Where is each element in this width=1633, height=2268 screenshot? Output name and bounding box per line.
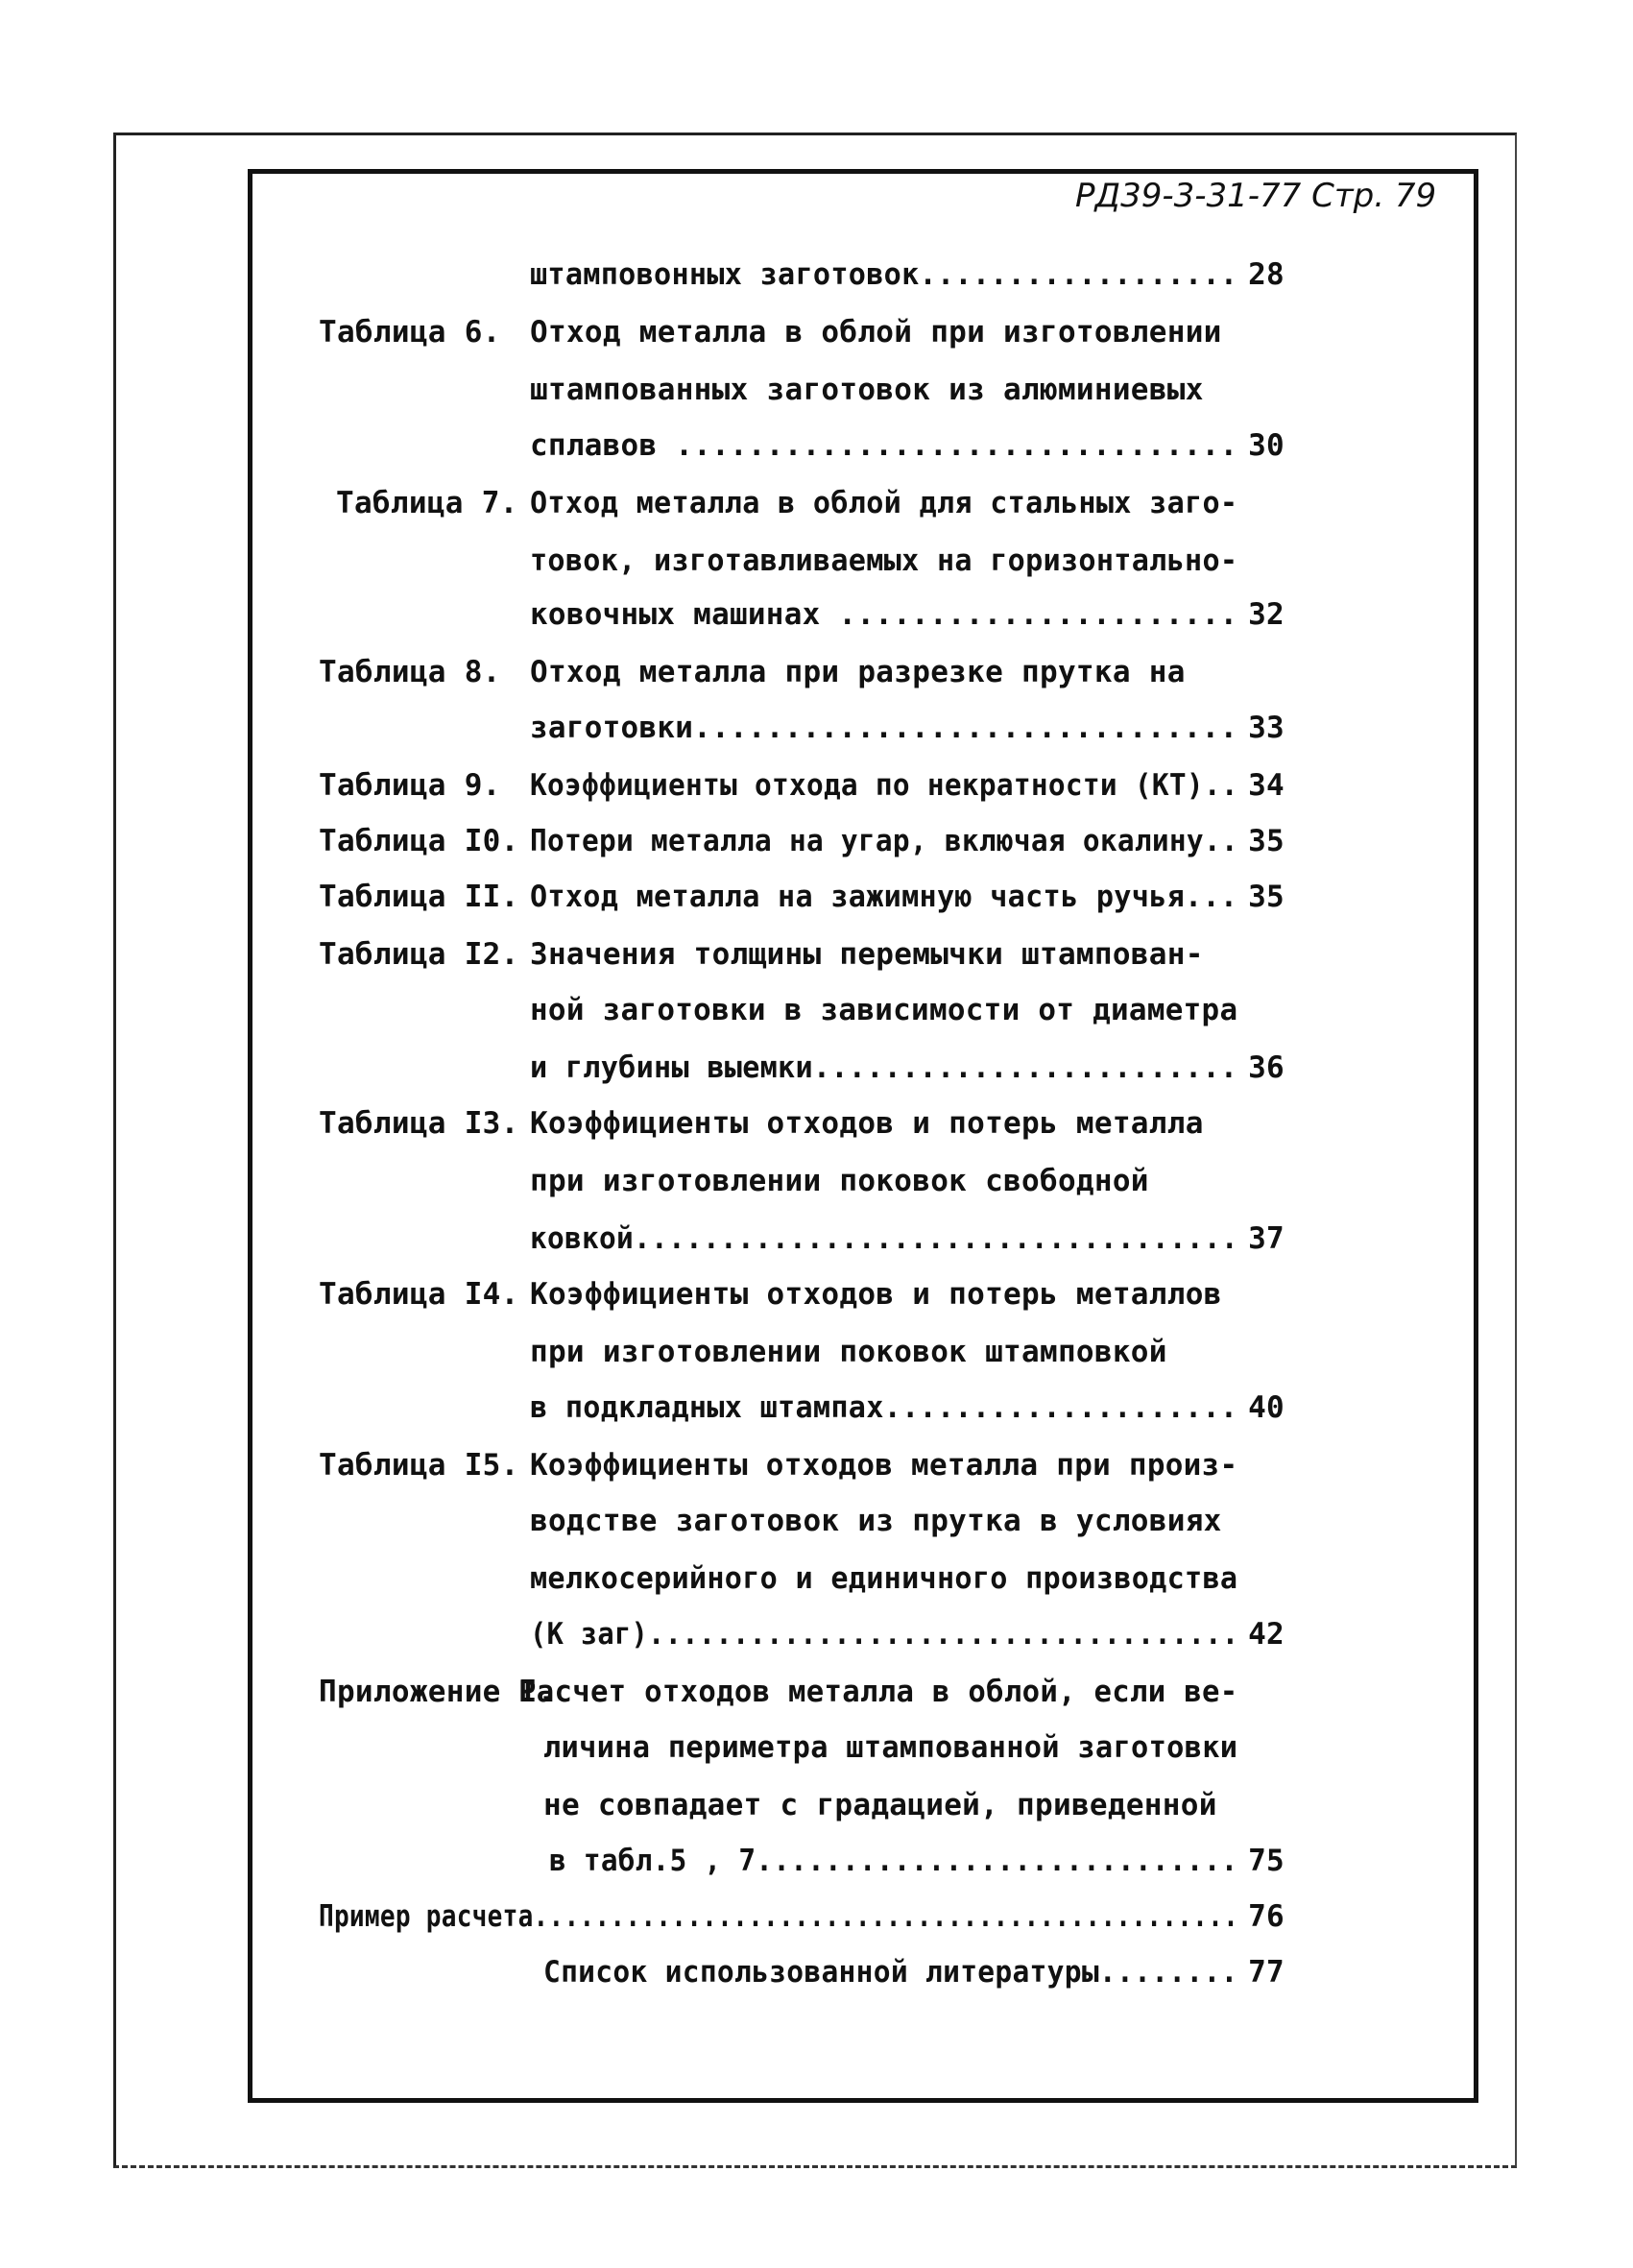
toc-entry-text: товок, изготавливаемых на горизонтально-: [530, 543, 1238, 578]
toc-entry-text: Отход металла на зажимную часть ручья...: [530, 880, 1238, 914]
toc-label: Пример расчета..............................................: [319, 1899, 1239, 1934]
toc-label: Таблица I5.: [319, 1448, 519, 1483]
toc-entry-text: при изготовлении поковок штамповкой: [530, 1335, 1167, 1369]
toc-entry-text: личина периметра штампованной заготовки: [543, 1730, 1238, 1765]
toc-entry-text: Коэффициенты отходов и потерь металла: [530, 1106, 1204, 1141]
toc-label: Таблица II.: [319, 880, 519, 914]
toc-entry-text: в табл.5 , 7............................: [549, 1844, 1238, 1878]
toc-entry-text: штамповонных заготовок..................: [530, 257, 1238, 292]
toc-entry-text: Коэффициенты отходов металла при произ-: [530, 1448, 1238, 1483]
toc-label: Таблица 6.: [319, 315, 501, 350]
toc-entry-text: ной заготовки в зависимости от диаметра: [530, 993, 1238, 1027]
toc-page-number: 35: [1248, 880, 1285, 914]
toc-entry-text: Коэффициенты отхода по некратности (КТ)..: [530, 768, 1238, 803]
toc-entry-text: ковочных машинах ......................: [530, 597, 1238, 632]
toc-label: Таблица I3.: [319, 1106, 519, 1141]
toc-entry-text: водстве заготовок из прутка в условиях: [530, 1504, 1222, 1538]
toc-entry-text: сплавов ...............................: [530, 428, 1238, 463]
document-code: РД39-3-31-77 Стр. 79: [1075, 177, 1437, 215]
toc-page-number: 76: [1248, 1899, 1285, 1934]
toc-page-number: 33: [1248, 711, 1285, 745]
toc-page-number: 37: [1248, 1221, 1285, 1256]
toc-entry-text: Значения толщины перемычки штампован-: [530, 937, 1204, 972]
toc-entry-text: в подкладных штампах....................: [530, 1390, 1238, 1425]
toc-label: Таблица 9.: [319, 768, 501, 803]
toc-label: Таблица I2.: [319, 937, 519, 972]
toc-page-number: 35: [1248, 824, 1285, 858]
toc-entry-text: и глубины выемки........................: [530, 1050, 1238, 1085]
toc-label: Приложение I.: [319, 1675, 556, 1709]
toc-entry-text: Отход металла при разрезке прутка на: [530, 655, 1186, 689]
toc-entry-text: штампованных заготовок из алюминиевых: [530, 373, 1204, 407]
toc-label: Таблица I0.: [319, 824, 519, 858]
toc-entry-text: мелкосерийного и единичного производства: [530, 1561, 1238, 1596]
toc-page-number: 75: [1248, 1844, 1285, 1878]
toc-page-number: 28: [1248, 257, 1285, 292]
toc-label: Таблица 8.: [319, 655, 501, 689]
toc-entry-text: Расчет отходов металла в облой, если ве-: [518, 1675, 1238, 1709]
toc-entry-text: Коэффициенты отходов и потерь металлов: [530, 1277, 1222, 1312]
toc-entry-text: не совпадает с градацией, приведенной: [543, 1788, 1217, 1822]
toc-entry-text: ковкой...................................: [530, 1221, 1238, 1256]
toc-entry-text: при изготовлении поковок свободной: [530, 1164, 1149, 1198]
toc-entry-text: Отход металла в облой для стальных заго-: [530, 486, 1238, 520]
toc-page-number: 77: [1248, 1955, 1285, 1990]
toc-page-number: 36: [1248, 1050, 1285, 1085]
toc-entry-text: (К заг)...................................: [530, 1617, 1239, 1652]
toc-label: Таблица 7.: [336, 486, 518, 520]
toc-page-number: 42: [1248, 1617, 1285, 1652]
toc-entry-text: Список использованной литературы........: [543, 1955, 1238, 1990]
toc-label: Таблица I4.: [319, 1277, 519, 1312]
toc-entry-text: Отход металла в облой при изготовлении: [530, 315, 1222, 350]
toc-page-number: 40: [1248, 1390, 1285, 1425]
toc-page-number: 32: [1248, 597, 1285, 632]
toc-page-number: 34: [1248, 768, 1285, 803]
toc-page-number: 30: [1248, 428, 1285, 463]
toc-entry-text: Потери металла на угар, включая окалину..: [530, 824, 1238, 858]
toc-entry-text: заготовки..............................: [530, 711, 1238, 745]
